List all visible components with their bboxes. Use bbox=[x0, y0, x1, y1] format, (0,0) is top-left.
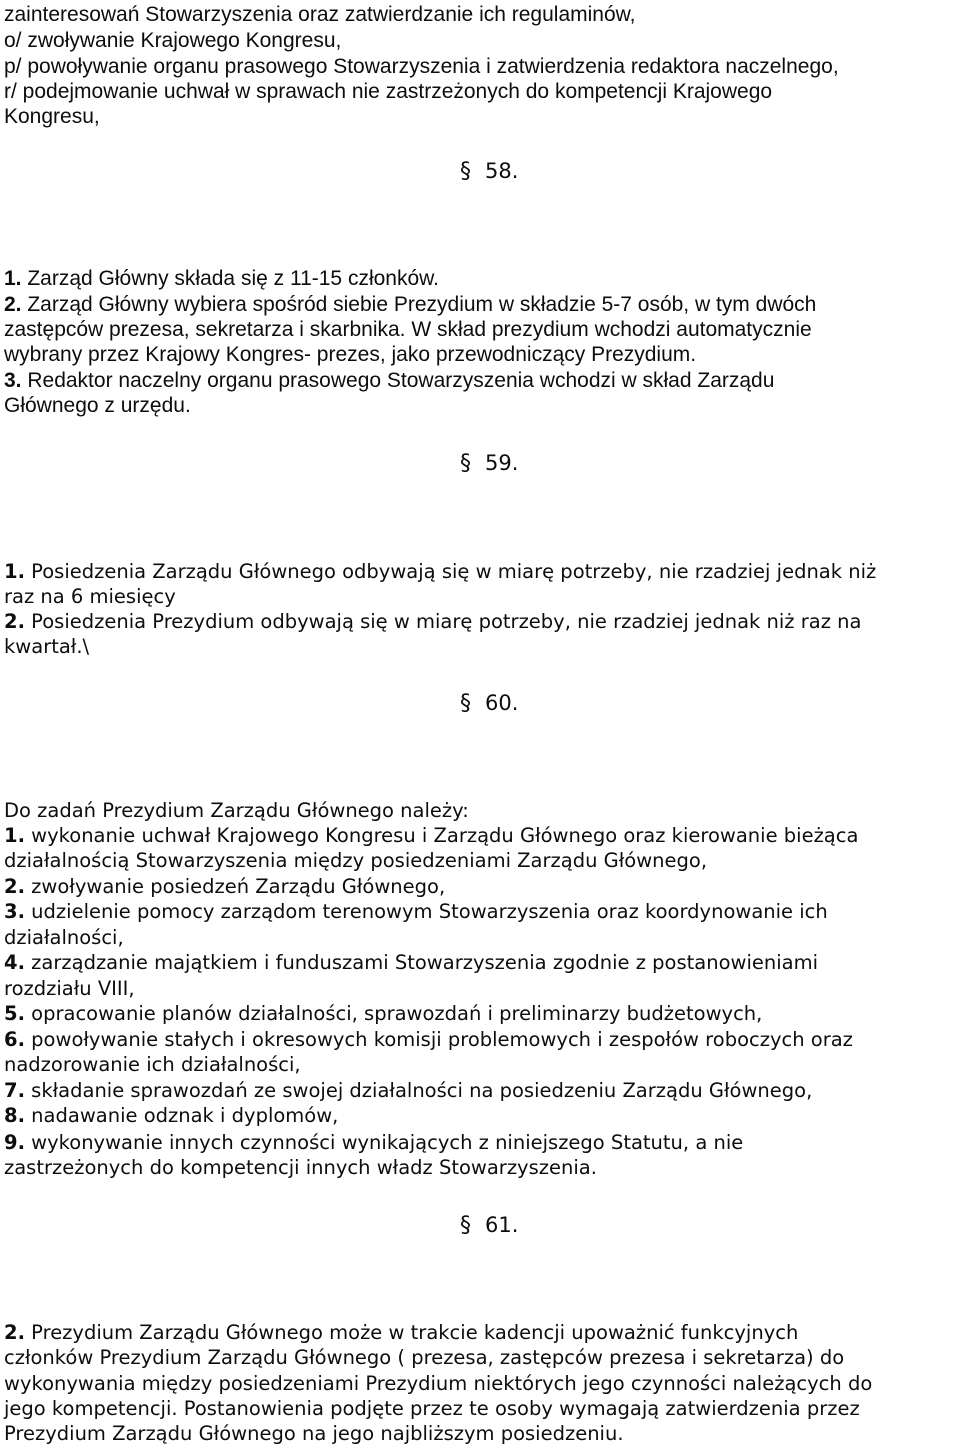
section-heading-59 bbox=[460, 451, 518, 476]
section-heading-60 bbox=[460, 691, 518, 716]
list-item-line bbox=[4, 874, 445, 899]
paragraph-text: Redaktor naczelny organu prasowego Stowarzyszenia wchodzi w skład Zarządu bbox=[21, 369, 775, 392]
list-item-text: zarządzanie majątkiem i funduszami Stowarzyszenia zgodnie z postanowieniami bbox=[24, 951, 819, 974]
paragraph-61-2-line: jego kompetencji. Postanowienia podjęte przez te osoby wymagają zatwierdzenia przez bbox=[4, 1397, 860, 1420]
intro-line: p/ powoływanie organu prasowego Stowarzyszenia i zatwierdzenia redaktora naczelnego, bbox=[4, 55, 839, 78]
paragraph-number: 1. bbox=[4, 267, 22, 290]
list-item-line: działalnością Stowarzyszenia między posiedzeniami Zarządu Głównego, bbox=[4, 849, 708, 872]
section-60-intro: Do zadań Prezydium Zarządu Głównego należy: bbox=[4, 799, 469, 822]
intro-line: r/ podejmowanie uchwał w sprawach nie zastrzeżonych do kompetencji Krajowego bbox=[4, 80, 773, 103]
intro-line: o/ zwoływanie Krajowego Kongresu, bbox=[4, 29, 342, 52]
paragraph-58-2-line: wybrany przez Krajowy Kongres- prezes, jako przewodniczący Prezydium. bbox=[4, 343, 697, 366]
list-item-line: zastrzeżonych do kompetencji innych władz Stowarzyszenia. bbox=[4, 1156, 597, 1179]
list-item-text: powoływanie stałych i okresowych komisji problemowych i zespołów roboczych oraz bbox=[24, 1028, 853, 1051]
list-item-line bbox=[4, 1001, 762, 1026]
list-item-text: opracowanie planów działalności, sprawozdań i preliminarzy budżetowych, bbox=[24, 1002, 763, 1025]
list-item-number: 5. bbox=[4, 1002, 25, 1025]
section-symbol: § bbox=[460, 159, 471, 184]
paragraph-text: Prezydium Zarządu Głównego może w trakcie kadencji upoważnić funkcyjnych bbox=[24, 1321, 799, 1344]
list-item-line bbox=[4, 950, 818, 975]
section-symbol: § bbox=[460, 1213, 471, 1238]
paragraph-text: Posiedzenia Prezydium odbywają się w miarę potrzeby, nie rzadziej jednak niż raz na bbox=[24, 610, 862, 633]
paragraph-59-2-line: kwartał.\ bbox=[4, 635, 90, 658]
paragraph-59-1-line bbox=[4, 559, 876, 584]
paragraph-59-1-line: raz na 6 miesięcy bbox=[4, 585, 176, 608]
section-heading-58 bbox=[460, 159, 518, 184]
section-number: 60. bbox=[485, 691, 519, 715]
list-item-text: składanie sprawozdań ze swojej działalności na posiedzeniu Zarządu Głównego, bbox=[24, 1079, 813, 1102]
paragraph-61-2-line: Prezydium Zarządu Głównego na jego najbliższym posiedzeniu. bbox=[4, 1422, 624, 1445]
paragraph-61-2-line bbox=[4, 1320, 798, 1345]
section-number: 61. bbox=[485, 1213, 519, 1237]
list-item-line bbox=[4, 1078, 812, 1103]
paragraph-text: Zarząd Główny składa się z 11-15 członków. bbox=[21, 267, 439, 290]
paragraph-59-2-line bbox=[4, 609, 861, 634]
section-symbol: § bbox=[460, 691, 471, 716]
list-item-line bbox=[4, 823, 858, 848]
list-item-number: 2. bbox=[4, 875, 25, 898]
paragraph-61-2-line: członków Prezydium Zarządu Głównego ( prezesa, zastępców prezesa i sekretarza) do bbox=[4, 1346, 845, 1369]
section-number: 59. bbox=[485, 451, 519, 475]
list-item-line: nadzorowanie ich działalności, bbox=[4, 1053, 301, 1076]
list-item-line: działalności, bbox=[4, 926, 124, 949]
paragraph-number: 2. bbox=[4, 610, 25, 633]
intro-line: Kongresu, bbox=[4, 105, 100, 128]
list-item-line bbox=[4, 1027, 853, 1052]
list-item-text: udzielenie pomocy zarządom terenowym Stowarzyszenia oraz koordynowanie ich bbox=[24, 900, 828, 923]
paragraph-text: Posiedzenia Zarządu Głównego odbywają się w miarę potrzeby, nie rzadziej jednak niż bbox=[24, 560, 877, 583]
paragraph-58-3-line: Głównego z urzędu. bbox=[4, 394, 191, 417]
list-item-line bbox=[4, 899, 828, 924]
paragraph-58-3-line bbox=[4, 368, 774, 393]
list-item-number: 1. bbox=[4, 824, 25, 847]
section-number: 58. bbox=[485, 159, 519, 183]
list-item-text: zwoływanie posiedzeń Zarządu Głównego, bbox=[24, 875, 446, 898]
list-item-number: 3. bbox=[4, 900, 25, 923]
list-item-number: 6. bbox=[4, 1028, 25, 1051]
list-item-text: wykonywanie innych czynności wynikających z niniejszego Statutu, a nie bbox=[24, 1131, 744, 1154]
paragraph-58-1 bbox=[4, 266, 439, 291]
paragraph-text: Zarząd Główny wybiera spośród siebie Prezydium w składzie 5-7 osób, w tym dwóch bbox=[21, 293, 817, 316]
paragraph-61-2-line: wykonywania między posiedzeniami Prezydium niektórych jego czynności należących do bbox=[4, 1372, 873, 1395]
list-item-text: nadawanie odznak i dyplomów, bbox=[24, 1104, 339, 1127]
list-item-line: rozdziału VIII, bbox=[4, 977, 135, 1000]
paragraph-58-2-line bbox=[4, 292, 816, 317]
paragraph-number: 3. bbox=[4, 369, 22, 392]
list-item-number: 4. bbox=[4, 951, 25, 974]
list-item-line bbox=[4, 1103, 338, 1128]
paragraph-number: 2. bbox=[4, 293, 22, 316]
section-symbol: § bbox=[460, 451, 471, 476]
list-item-number: 9. bbox=[4, 1131, 25, 1154]
section-heading-61 bbox=[460, 1213, 518, 1238]
list-item-line bbox=[4, 1130, 743, 1155]
paragraph-58-2-line: zastępców prezesa, sekretarza i skarbnika. W skład prezydium wchodzi automatycznie bbox=[4, 318, 812, 341]
paragraph-number: 2. bbox=[4, 1321, 25, 1344]
list-item-number: 8. bbox=[4, 1104, 25, 1127]
list-item-number: 7. bbox=[4, 1079, 25, 1102]
paragraph-number: 1. bbox=[4, 560, 25, 583]
list-item-text: wykonanie uchwał Krajowego Kongresu i Zarządu Głównego oraz kierowanie bieżąca bbox=[24, 824, 859, 847]
intro-line: zainteresowań Stowarzyszenia oraz zatwierdzanie ich regulaminów, bbox=[4, 3, 636, 26]
